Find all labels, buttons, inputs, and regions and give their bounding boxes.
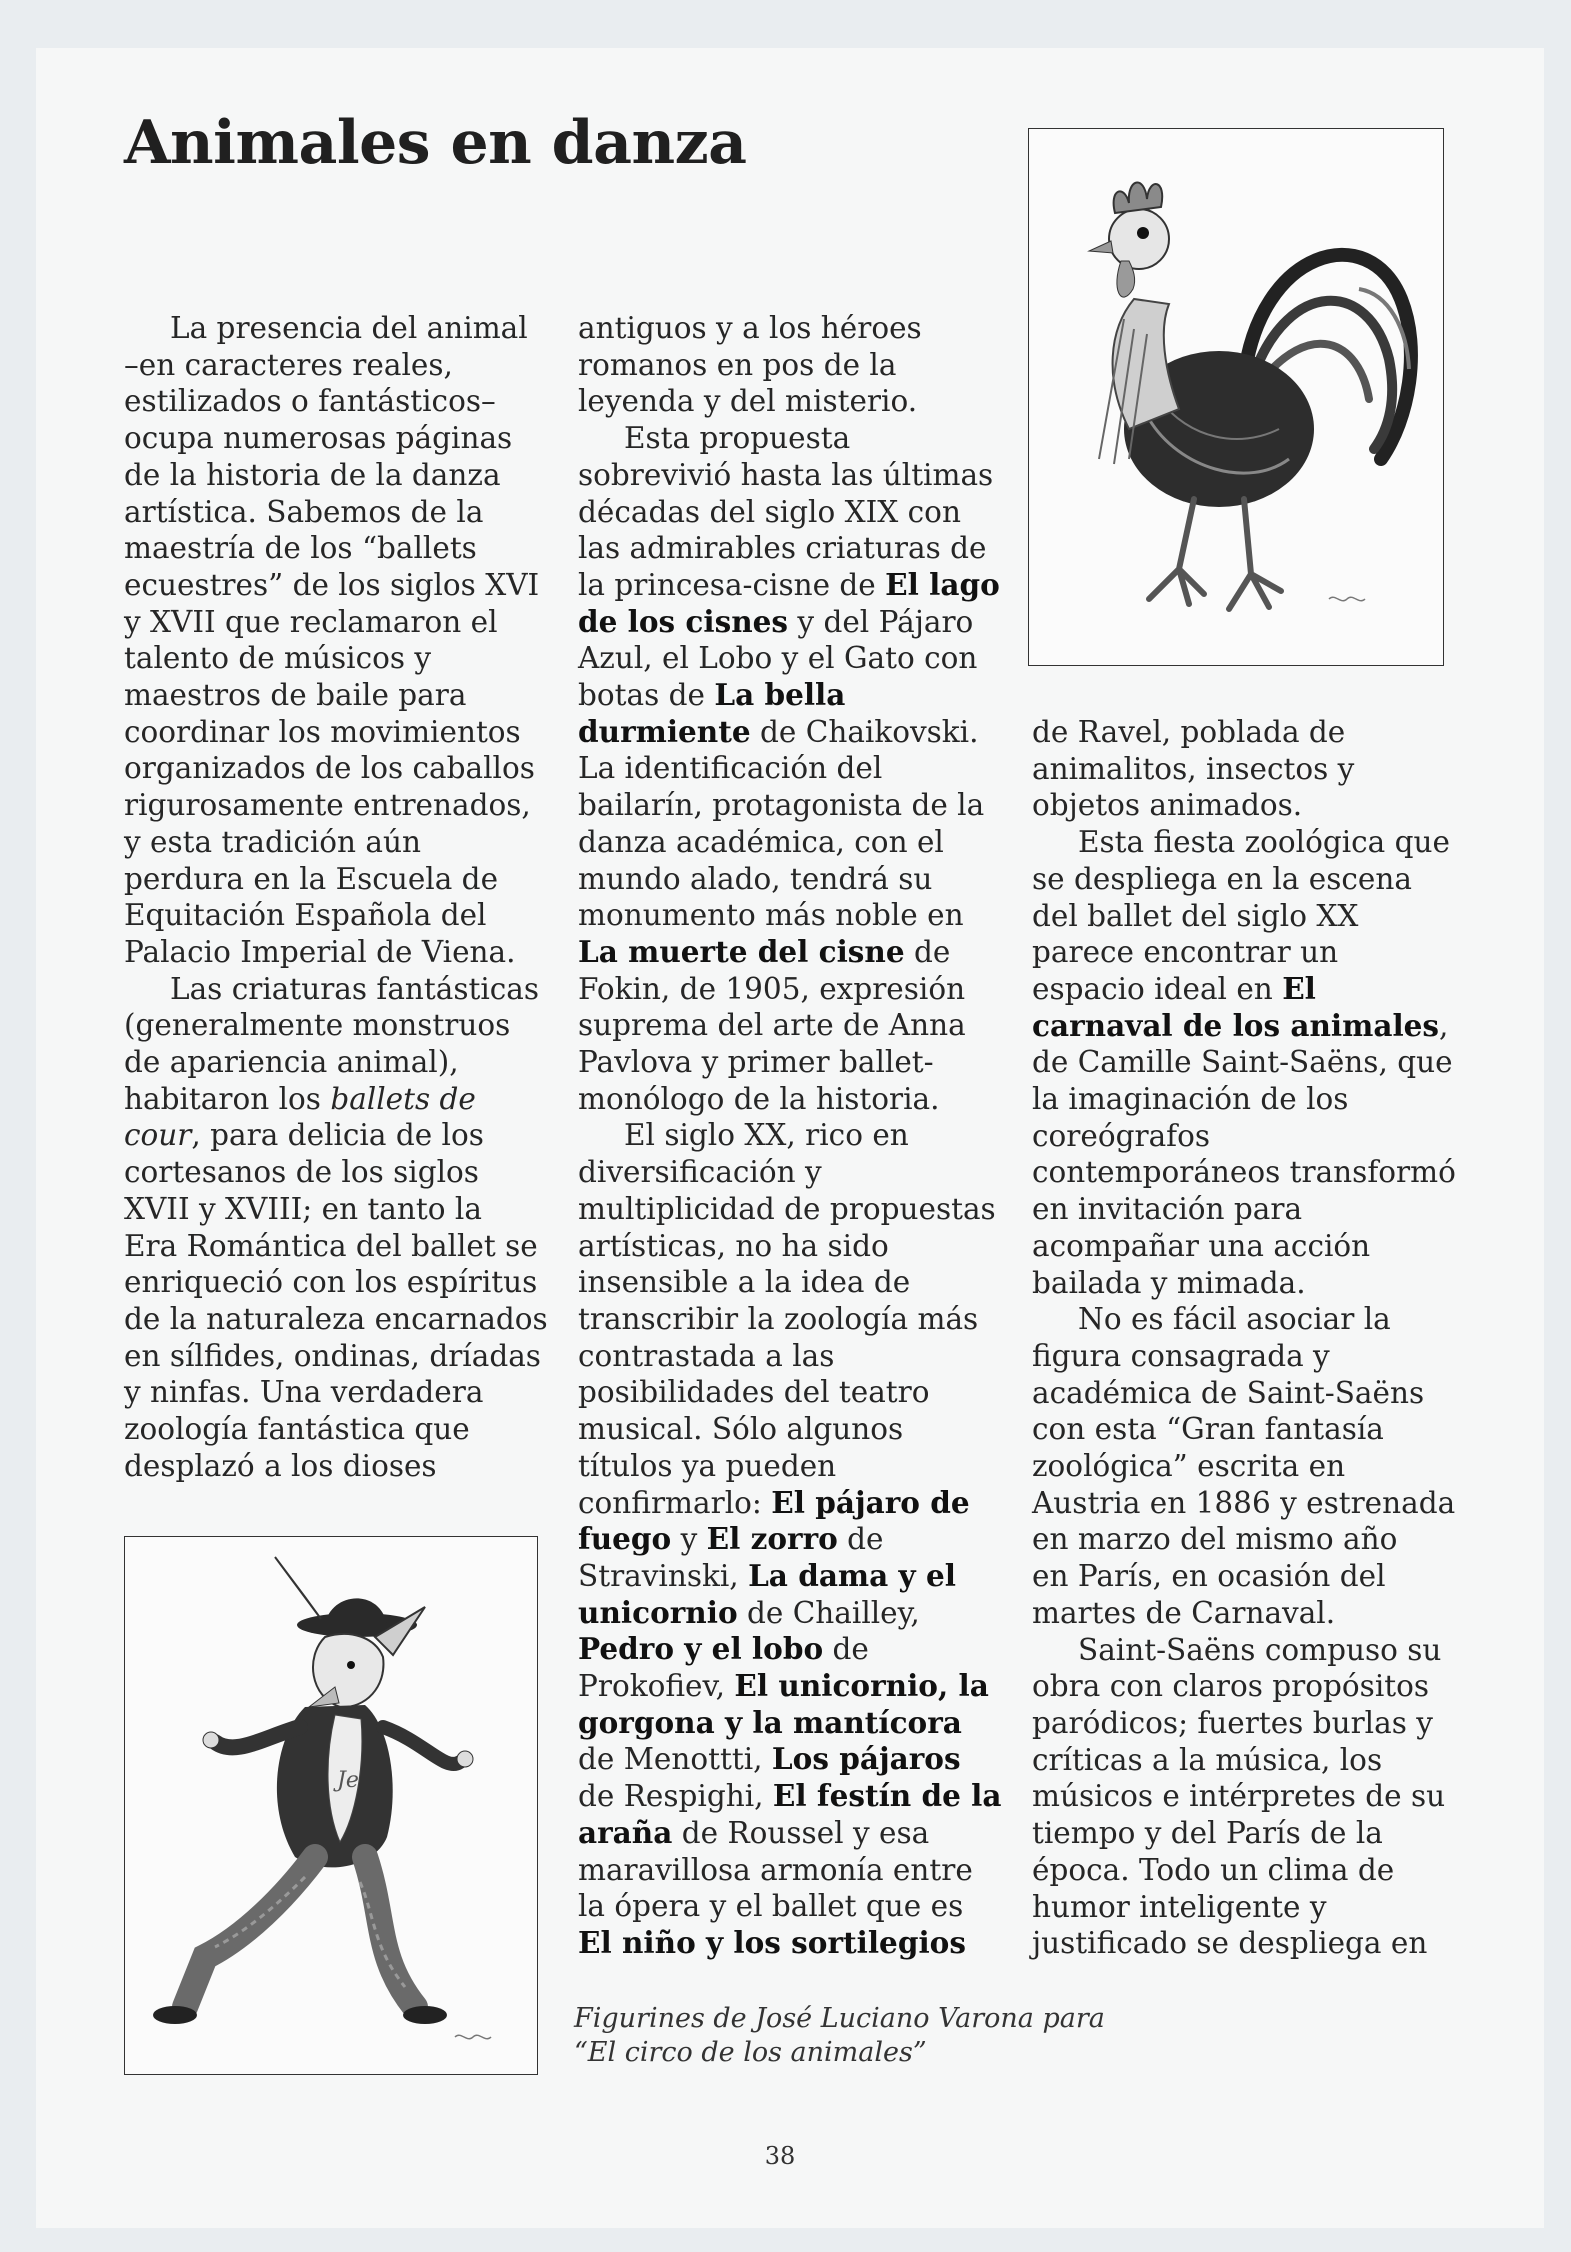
- text-line: de Ravel, poblada de: [1032, 715, 1346, 749]
- fox-drawing: [125, 1537, 537, 2074]
- text-line: maestría de los “ballets: [124, 531, 477, 566]
- text-line: multiplicidad de propuestas: [578, 1191, 996, 1226]
- text-line: organizados de los caballos: [124, 751, 535, 786]
- text-line: época. Todo un clima de: [1032, 1852, 1395, 1887]
- text-line: Pedro y el lobo de: [578, 1631, 869, 1667]
- text-line: mundo alado, tendrá su: [578, 861, 933, 896]
- text-line: músicos e intérpretes de su: [1032, 1779, 1446, 1814]
- text-line: artística. Sabemos de la: [124, 494, 484, 529]
- text-line: talento de músicos y: [124, 641, 432, 676]
- bold-title: La bella: [714, 677, 846, 713]
- text-line: en sílfides, ondinas, dríadas: [124, 1338, 541, 1373]
- bold-title: durmiente: [578, 713, 751, 749]
- text-line: ecuestres” de los siglos XVI: [124, 567, 540, 602]
- text-line: Las criaturas fantásticas: [170, 971, 540, 1006]
- text-line: monumento más noble en: [578, 898, 964, 933]
- text-line: figura consagrada y: [1032, 1338, 1330, 1373]
- text-line: Era Romántica del ballet se: [124, 1228, 538, 1263]
- text-line: acompañar una acción: [1032, 1228, 1371, 1263]
- text-line: del ballet del siglo XX: [1032, 898, 1359, 933]
- text-line: de apariencia animal),: [124, 1045, 459, 1080]
- text-line: contemporáneos transformó: [1032, 1155, 1456, 1190]
- text-line: [578, 1705, 1002, 1742]
- text-line: botas de La bella: [578, 677, 846, 713]
- bold-title: Los pájaros: [771, 1741, 961, 1777]
- text-line: XVII y XVIII; en tanto la: [124, 1191, 482, 1226]
- bold-title: de los cisnes: [578, 603, 789, 639]
- bold-title: carnaval de los animales: [1032, 1007, 1440, 1043]
- text-line: perdura en la Escuela de: [124, 861, 499, 896]
- text-line: transcribir la zoología más: [578, 1301, 979, 1336]
- rooster-drawing: [1029, 129, 1443, 665]
- italic-term: cour: [124, 1118, 192, 1153]
- bold-title: El festín de la: [772, 1778, 1002, 1814]
- text-line: contrastada a las: [578, 1338, 835, 1373]
- text-line: Equitación Española del: [124, 898, 487, 933]
- text-line: parece encontrar un: [1032, 935, 1339, 970]
- text-line: maestros de baile para: [124, 678, 467, 713]
- text-line: estilizados o fantásticos–: [124, 384, 496, 419]
- bold-title: La dama y el: [748, 1557, 956, 1593]
- bold-title: fuego: [578, 1521, 672, 1557]
- text-line: rigurosamente entrenados,: [124, 788, 531, 823]
- text-line: martes de Carnaval.: [1032, 1595, 1336, 1630]
- text-line: carnaval de los animales,: [1032, 1007, 1449, 1043]
- text-line: Azul, el Lobo y el Gato con: [578, 641, 978, 676]
- text-line: coordinar los movimientos: [124, 714, 521, 749]
- text-line: justificado se despliega en: [1032, 1926, 1428, 1961]
- text-line: Esta propuesta: [624, 421, 851, 456]
- text-line: Stravinski, La dama y el: [578, 1557, 956, 1593]
- text-line: posibilidades del teatro: [578, 1375, 930, 1410]
- caption-line: Figurines de José Luciano Varona para: [574, 2003, 1105, 2034]
- text-line: las admirables criaturas de: [578, 531, 987, 566]
- bold-title: El lago: [885, 566, 1000, 602]
- text-line: críticas a la música, los: [1032, 1742, 1383, 1777]
- bold-title: El pájaro de: [771, 1484, 970, 1520]
- text-line: romanos en pos de la: [578, 347, 897, 382]
- text-line: [578, 1925, 1002, 1962]
- fox-dancer-illustration: [124, 1536, 538, 2075]
- text-line: durmiente de Chaikovski.: [578, 713, 979, 749]
- text-line: (generalmente monstruos: [124, 1008, 511, 1043]
- bold-title: El unicornio, la: [734, 1668, 989, 1704]
- text-line: desplazó a los dioses: [124, 1448, 437, 1483]
- text-line: tiempo y del París de la: [1032, 1816, 1383, 1851]
- text-line: décadas del siglo XIX con: [578, 494, 961, 529]
- caption-line: “El circo de los animales”: [574, 2037, 927, 2068]
- italic-term: ballets de: [330, 1081, 476, 1116]
- text-line: de Menottti, Los pájaros: [578, 1741, 961, 1777]
- text-line: No es fácil asociar la: [1078, 1302, 1391, 1337]
- text-line: La muerte del cisne de: [578, 933, 951, 969]
- bold-title: La muerte del cisne: [578, 933, 905, 969]
- text-column-1: [124, 310, 548, 1485]
- article-title: Animales en danza: [124, 108, 747, 178]
- text-line: enriqueció con los espíritus: [124, 1265, 538, 1300]
- text-line: objetos animados.: [1032, 788, 1303, 823]
- text-line: en marzo del mismo año: [1032, 1522, 1398, 1557]
- text-column-3: [1032, 714, 1456, 1962]
- figure-caption: [574, 2002, 1105, 2070]
- text-line: sobrevivió hasta las últimas: [578, 457, 994, 492]
- text-line: habitaron los ballets de: [124, 1081, 476, 1116]
- text-line: títulos ya pueden: [578, 1448, 837, 1483]
- text-line: y esta tradición aún: [124, 824, 422, 859]
- text-line: fuego y El zorro de: [578, 1521, 884, 1557]
- text-line: monólogo de la historia.: [578, 1081, 940, 1116]
- text-line: y ninfas. Una verdadera: [124, 1375, 484, 1410]
- bold-title: gorgona y la mantícora: [578, 1704, 962, 1740]
- text-line: maravillosa armonía entre: [578, 1852, 973, 1887]
- text-line: en invitación para: [1032, 1192, 1303, 1227]
- text-line: zoología fantástica que: [124, 1412, 470, 1447]
- text-line: Prokofiev, El unicornio, la: [578, 1668, 989, 1704]
- text-line: paródicos; fuertes burlas y: [1032, 1705, 1433, 1740]
- text-line: diversificación y: [578, 1155, 822, 1190]
- text-line: bailada y mimada.: [1032, 1265, 1306, 1300]
- svg-text:Je: Je: [337, 1768, 359, 1793]
- text-line: espacio ideal en El: [1032, 970, 1316, 1006]
- text-line: Austria en 1886 y estrenada: [1032, 1485, 1456, 1520]
- text-line: suprema del arte de Anna: [578, 1008, 966, 1043]
- text-line: danza académica, con el: [578, 824, 944, 859]
- text-line: cortesanos de los siglos: [124, 1155, 479, 1190]
- text-line: ocupa numerosas páginas: [124, 421, 513, 456]
- text-column-2: [578, 310, 1002, 1962]
- text-line: El siglo XX, rico en: [624, 1118, 909, 1153]
- text-line: La identificación del: [578, 751, 883, 786]
- text-line: de Respighi, El festín de la: [578, 1778, 1002, 1814]
- text-line: de Camille Saint-Saëns, que: [1032, 1045, 1453, 1080]
- text-line: de la naturaleza encarnados: [124, 1301, 548, 1336]
- text-line: Esta fiesta zoológica que: [1078, 825, 1450, 860]
- text-line: araña de Roussel y esa: [578, 1814, 930, 1850]
- bold-title: El niño y los sortilegios: [578, 1924, 966, 1960]
- text-line: confirmarlo: El pájaro de: [578, 1484, 970, 1520]
- text-line: animalitos, insectos y: [1032, 751, 1355, 786]
- text-line: con esta “Gran fantasía: [1032, 1412, 1384, 1447]
- text-line: la imaginación de los: [1032, 1082, 1349, 1117]
- text-line: obra con claros propósitos: [1032, 1669, 1430, 1704]
- text-line: coreógrafos: [1032, 1118, 1210, 1153]
- text-line: la ópera y el ballet que es: [578, 1889, 964, 1924]
- bold-title: El: [1282, 970, 1316, 1006]
- text-line: insensible a la idea de: [578, 1265, 911, 1300]
- bold-title: unicornio: [578, 1594, 738, 1630]
- page-number: 38: [764, 2142, 796, 2170]
- text-line: en París, en ocasión del: [1032, 1559, 1386, 1594]
- text-line: –en caracteres reales,: [124, 347, 453, 382]
- text-line: de los cisnes y del Pájaro: [578, 603, 974, 639]
- text-line: cour, para delicia de los: [124, 1118, 484, 1153]
- rooster-illustration: [1028, 128, 1444, 666]
- text-line: antiguos y a los héroes: [578, 311, 922, 345]
- text-line: humor inteligente y: [1032, 1889, 1327, 1924]
- text-line: bailarín, protagonista de la: [578, 788, 985, 823]
- text-line: musical. Sólo algunos: [578, 1412, 904, 1447]
- text-line: La presencia del animal: [170, 311, 528, 345]
- text-line: Palacio Imperial de Viena.: [124, 934, 516, 969]
- bold-title: El zorro: [706, 1521, 838, 1557]
- text-line: zoológica” escrita en: [1032, 1449, 1346, 1484]
- text-line: y XVII que reclamaron el: [124, 604, 498, 639]
- text-line: de la historia de la danza: [124, 457, 501, 492]
- text-line: leyenda y del misterio.: [578, 384, 918, 419]
- text-line: se despliega en la escena: [1032, 861, 1412, 896]
- text-line: unicornio de Chailley,: [578, 1594, 920, 1630]
- text-line: Saint-Saëns compuso su: [1078, 1632, 1442, 1667]
- bold-title: araña: [578, 1814, 673, 1850]
- text-line: Pavlova y primer ballet-: [578, 1045, 934, 1080]
- bold-title: Pedro y el lobo: [578, 1631, 824, 1667]
- text-line: artísticas, no ha sido: [578, 1228, 889, 1263]
- text-line: la princesa-cisne de El lago: [578, 566, 1000, 602]
- text-line: académica de Saint-Saëns: [1032, 1375, 1425, 1410]
- text-line: Fokin, de 1905, expresión: [578, 971, 966, 1006]
